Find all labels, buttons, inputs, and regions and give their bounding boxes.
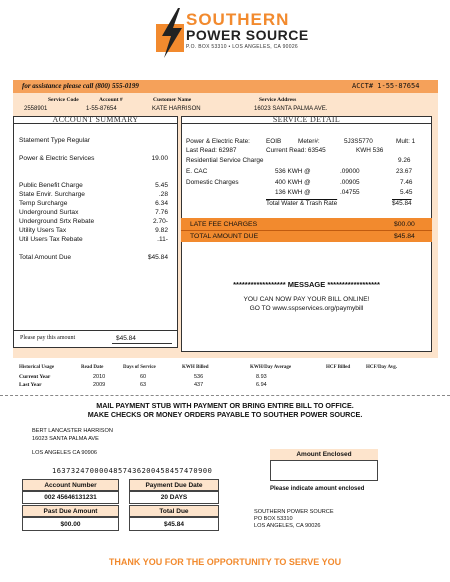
late-fee-value: $00.00	[394, 221, 415, 228]
meter-number: 5J3S5770	[344, 138, 373, 145]
total-due-label: TOTAL AMOUNT DUE	[190, 233, 259, 240]
account-number-top: ACCT# 1-55-87654	[352, 82, 420, 90]
domestic-rate-1: .00905	[340, 179, 360, 186]
message-title: ****************** MESSAGE ******************	[233, 280, 380, 289]
account-label: Account #	[99, 97, 123, 103]
thank-you-footer: THANK YOU FOR THE OPPORTUNITY TO SERVE YOU	[108, 557, 342, 567]
account-value: 1-55-87654	[86, 106, 117, 112]
assistance-phone: for assistance please call (800) 555-0199	[22, 82, 139, 90]
multiplier: Mult: 1	[396, 138, 416, 145]
summary-label: Power & Electric Services	[19, 155, 95, 162]
domestic-label: Domestic Charges	[186, 179, 239, 186]
summary-value: 5.45	[155, 182, 168, 189]
summary-value: 2.70-	[152, 218, 168, 225]
due-date-value: 20 DAYS	[129, 491, 219, 504]
account-number-header: Account Number	[22, 479, 119, 491]
service-code-value: 2558901	[24, 106, 48, 112]
rate-code: EOIB	[266, 138, 282, 145]
ecac-rate: .09000	[340, 168, 360, 175]
water-trash-label: Total Water & Trash Rate	[266, 200, 338, 207]
usage-kwh: 536	[194, 374, 204, 380]
usage-header: Read Date	[81, 365, 104, 370]
domestic-kwh-1: 400 KWH @	[275, 179, 311, 186]
stub-instruction-1: MAIL PAYMENT STUB WITH PAYMENT OR BRING ENTIRE BILL TO OFFICE.	[96, 401, 354, 410]
usage-avg: 6.94	[256, 382, 267, 388]
usage-avg: 8.93	[256, 374, 267, 380]
ecac-value: 23.67	[396, 168, 412, 175]
service-code-label: Service Code	[48, 97, 79, 103]
usage-header: HCF/Day Avg.	[366, 365, 398, 370]
summary-value: .28	[158, 191, 168, 198]
usage-header: KWH Billed	[182, 365, 209, 370]
summary-label: State Envir. Surcharge	[19, 191, 85, 198]
summary-value: 6.34	[155, 200, 168, 207]
usage-header: KWH/Day Average	[250, 365, 292, 370]
total-amount-value: $45.84	[147, 254, 168, 261]
residential-label: Residential Service Charge	[186, 157, 264, 164]
usage-kwh: 437	[194, 382, 204, 388]
past-due-header: Past Due Amount	[22, 505, 119, 517]
current-read: Current Read: 63545	[266, 147, 326, 154]
total-due-stub-value: $45.84	[129, 517, 219, 531]
domestic-rate-2: .04755	[340, 189, 360, 196]
late-fee-label: LATE FEE CHARGES	[190, 221, 258, 228]
summary-label: Utility Users Tax	[19, 227, 67, 234]
usage-header: Historical Usage	[19, 365, 55, 370]
rate-label: Power & Electric Rate:	[186, 138, 250, 145]
account-summary-title: ACCOUNT SUMMARY	[52, 115, 139, 124]
domestic-value-2: 5.45	[400, 189, 413, 196]
usage-row-label: Current Year	[19, 374, 51, 380]
amount-enclosed-label: Amount Enclosed	[270, 449, 378, 461]
usage-header: Days of Service	[123, 365, 156, 370]
summary-label: Underground Surtax	[19, 209, 79, 216]
remit-address-line: PO BOX 53310	[254, 516, 293, 522]
message-line-1: YOU CAN NOW PAY YOUR BILL ONLINE!	[243, 296, 370, 303]
usage-days: 63	[140, 382, 147, 388]
service-detail-title: SERVICE DETAIL	[272, 115, 341, 124]
past-due-value: $00.00	[22, 517, 119, 531]
summary-label: Util Users Tax Rebate	[19, 236, 83, 243]
brand-name-2: POWER SOURCE	[186, 27, 309, 43]
summary-value: 7.76	[155, 209, 168, 216]
customer-address-line: 16023 SANTA PALMA AVE	[32, 436, 99, 442]
summary-value: .11-	[157, 236, 168, 243]
customer-value: KATE HARRISON	[152, 106, 201, 112]
ecac-kwh: 536 KWH @	[275, 168, 311, 175]
domestic-value-1: 7.46	[400, 179, 413, 186]
statement-type: Statement Type Regular	[19, 137, 90, 144]
domestic-kwh-2: 136 KWH @	[275, 189, 311, 196]
pay-underline	[112, 343, 172, 344]
customer-label: Customer Name	[153, 97, 192, 103]
brand-name: SOUTHERN	[186, 10, 290, 29]
account-number-value: 002 45646131231	[22, 491, 119, 504]
last-read: Last Read: 62987	[186, 147, 237, 154]
payment-barcode-number: 1637324700004857436200458457470900	[52, 467, 213, 475]
usage-header: HCF Billed	[326, 365, 351, 370]
usage-date: 2009	[93, 382, 106, 388]
remit-address-line: LOS ANGELES, CA 90026	[254, 523, 321, 529]
remit-address-line: SOUTHERN POWER SOURCE	[254, 509, 334, 515]
meter-label: Meter#:	[298, 138, 320, 145]
brand-address: P.O. BOX 53310 • LOS ANGELES, CA 90026	[186, 44, 299, 50]
pay-amount-value: $45.84	[116, 335, 136, 342]
usage-date: 2010	[93, 374, 106, 380]
usage-row-label: Last Year	[19, 382, 42, 388]
summary-label: Underground Srtx Rebate	[19, 218, 95, 225]
stub-instruction-2: MAKE CHECKS OR MONEY ORDERS PAYABLE TO SOUTHER POWER SOURCE.	[87, 410, 363, 419]
summary-value: 9.82	[155, 227, 168, 234]
service-address-label: Service Address	[259, 97, 297, 103]
total-amount-label: Total Amount Due	[19, 254, 72, 261]
service-address-value: 16023 SANTA PALMA AVE.	[254, 106, 328, 112]
total-due-header: Total Due	[129, 505, 219, 517]
residential-value: 9.26	[398, 157, 411, 164]
kwh-used: KWH 536	[356, 147, 384, 154]
customer-address-line: LOS ANGELES CA 90906	[32, 450, 97, 456]
water-trash-value: $45.84	[392, 200, 412, 207]
perforation-line	[0, 395, 450, 396]
ecac-label: E. CAC	[186, 168, 208, 175]
total-due-value: $45.84	[394, 233, 415, 240]
customer-address-line: BERT LANCASTER HARRISON	[32, 428, 113, 434]
due-date-header: Payment Due Date	[129, 479, 219, 491]
message-line-2: GO TO www.sspservices.org/paymybill	[249, 305, 364, 312]
summary-label: Public Benefit Charge	[19, 182, 83, 189]
late-fee-divider	[181, 230, 432, 231]
pay-amount-label: Please pay this amount	[20, 335, 76, 341]
usage-days: 60	[140, 374, 147, 380]
summary-label: Temp Surcharge	[19, 200, 68, 207]
lightning-bolt-logo-icon	[156, 8, 186, 58]
amount-enclosed-note: Please indicate amount enclosed	[270, 486, 365, 492]
summary-value: 19.00	[151, 155, 168, 162]
